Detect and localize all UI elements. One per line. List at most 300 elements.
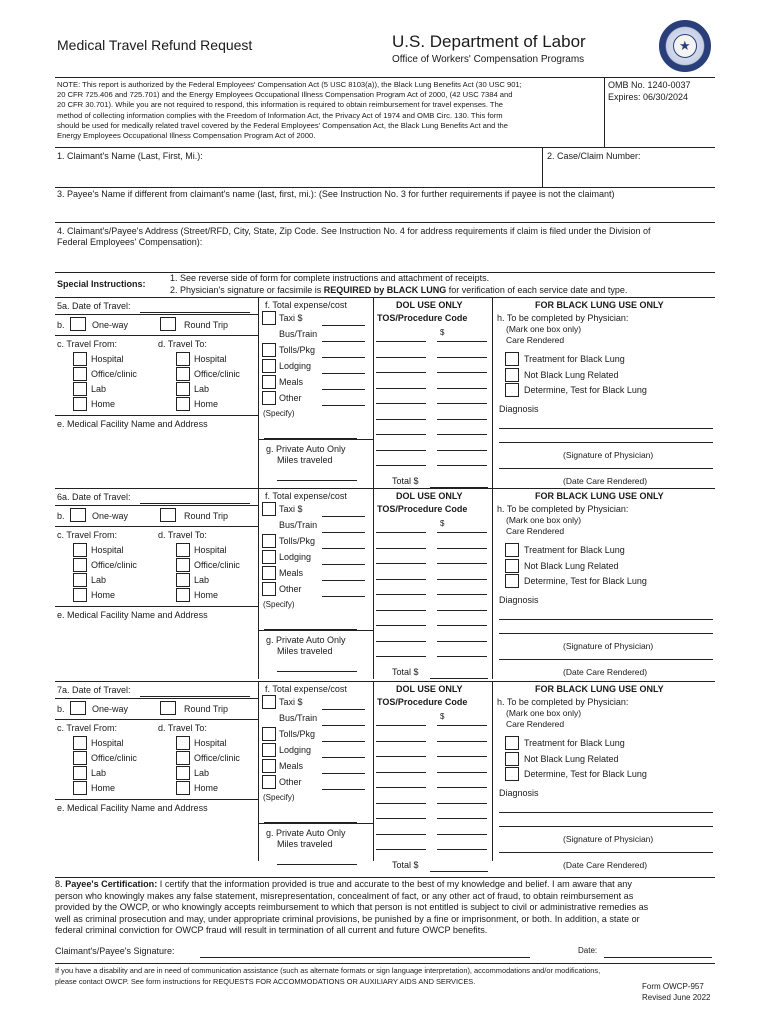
expense-amount-field[interactable] [322,314,365,326]
specify-label: (Specify) [263,600,295,609]
dol-amount-field[interactable] [437,583,487,595]
tos-code-field[interactable] [376,521,426,533]
dol-amount-field[interactable] [437,599,487,611]
expense-other-checkbox[interactable] [262,775,276,789]
black-lung-option-1-checkbox[interactable] [505,559,519,573]
miles-traveled-label: Miles traveled [277,839,333,849]
travel-to-option: Home [194,399,219,409]
expense-meals-checkbox[interactable] [262,566,276,580]
travel-from-label: c. Travel From: [57,723,118,733]
medical-facility-label: e. Medical Facility Name and Address [57,610,208,620]
claimant-signature-field[interactable] [200,946,530,958]
expense-amount-field[interactable] [322,537,365,549]
travel-to-label: d. Travel To: [158,339,207,349]
medical-facility-field[interactable] [57,817,255,865]
certification-line: federal criminal conviction for OWCP fraud will result in termination of all current and future OWCP benefits. [55,925,488,935]
physician-signature-field[interactable] [499,841,713,853]
expense-taxi-checkbox[interactable] [262,311,276,325]
black-lung-option-1-checkbox[interactable] [505,368,519,382]
expense-amount-field[interactable] [322,698,365,710]
black-lung-option-label: Treatment for Black Lung [524,738,625,748]
travel-to-home-checkbox[interactable] [176,588,190,602]
travel-to-option: Office/clinic [194,560,240,570]
expense-meals-checkbox[interactable] [262,375,276,389]
travel-from-lab-checkbox[interactable] [73,382,87,396]
travel-from-lab-checkbox[interactable] [73,573,87,587]
dol-use-only-label: DOL USE ONLY [396,491,463,501]
travel-to-lab-checkbox[interactable] [176,382,190,396]
travel-to-option: Office/clinic [194,753,240,763]
dol-amount-field[interactable] [437,346,487,358]
travel-from-home-checkbox[interactable] [73,397,87,411]
diagnosis-field-1[interactable] [499,801,713,813]
travel-to-option: Hospital [194,354,227,364]
claimant-name-field[interactable] [57,164,537,184]
accommodation-notice-line2: please contact OWCP. See form instructions for REQUESTS FOR ACCOMMODATIONS OR AUXILIARY AIDS AND SERVICES. [55,977,476,986]
travel-from-office-clinic-checkbox[interactable] [73,367,87,381]
note-line: 20 CFR 725.406 and 725.701) and the Energy Employees Occupational Illness Compensation Program Act of 2000, (42 USC 7384 and [57,90,513,100]
other-specify-field[interactable] [264,427,357,439]
signature-date-label: Date: [578,946,598,955]
travel-from-option: Lab [91,384,107,394]
travel-from-hospital-checkbox[interactable] [73,352,87,366]
expense-amount-field[interactable] [322,746,365,758]
dol-amount-field[interactable] [437,330,487,342]
black-lung-use-only-label: FOR BLACK LUNG USE ONLY [535,491,664,501]
travel-to-hospital-checkbox[interactable] [176,543,190,557]
physician-signature-field[interactable] [499,457,713,469]
expense-lodging-checkbox[interactable] [262,743,276,757]
total-amount-field[interactable] [430,476,488,488]
travel-to-option: Lab [194,384,210,394]
expense-amount-field[interactable] [322,730,365,742]
diagnosis-field-2[interactable] [499,431,713,443]
dollar-sign: $ [440,712,445,721]
expense-label: Tolls/Pkg [279,345,316,355]
black-lung-use-only-label: FOR BLACK LUNG USE ONLY [535,684,664,694]
case-number-label: 2. Case/Claim Number: [547,151,641,161]
expiration-date: Expires: 06/30/2024 [608,92,689,102]
travel-to-lab-checkbox[interactable] [176,766,190,780]
black-lung-option-label: Determine, Test for Black Lung [524,769,647,779]
dol-amount-field[interactable] [437,537,487,549]
travel-from-option: Home [91,399,116,409]
expense-label: Other [279,393,302,403]
expense-amount-field[interactable] [322,714,365,726]
miles-traveled-field[interactable] [277,853,357,865]
travel-to-hospital-checkbox[interactable] [176,352,190,366]
expense-tollspkg-checkbox[interactable] [262,343,276,357]
expense-tollspkg-checkbox[interactable] [262,534,276,548]
certification-line: person who knowingly makes any false statement, misrepresentation, concealment of fact, or any other act of fraud, to obtain reimbursement as [55,890,634,901]
travel-from-option: Lab [91,768,107,778]
dol-amount-field[interactable] [437,792,487,804]
address-label-line1: 4. Claimant's/Payee's Address (Street/RFD, City, State, Zip Code. See Instruction No. 4 for address requirements if claim is filed under the Division of [57,226,651,236]
expense-amount-field[interactable] [322,394,365,406]
expense-amount-field[interactable] [322,505,365,517]
physician-section-label: h. To be completed by Physician: [497,697,629,707]
dol-use-only-label: DOL USE ONLY [396,300,463,310]
diagnosis-label: Diagnosis [499,595,539,605]
travel-from-home-checkbox[interactable] [73,588,87,602]
black-lung-option-label: Treatment for Black Lung [524,354,625,364]
dol-amount-field[interactable] [437,745,487,757]
round-trip-checkbox[interactable] [160,508,176,522]
expense-label: Lodging [279,361,312,371]
dol-amount-field[interactable] [437,377,487,389]
expense-label: Meals [279,761,304,771]
travel-from-option: Hospital [91,354,124,364]
expense-label: Lodging [279,745,312,755]
form-number: Form OWCP-957 [642,982,704,991]
travel-from-hospital-checkbox[interactable] [73,543,87,557]
physician-signature-label: (Signature of Physician) [563,450,654,460]
special-instructions-label: Special Instructions: [57,279,146,289]
dol-amount-field[interactable] [437,423,487,435]
travel-to-office-clinic-checkbox[interactable] [176,367,190,381]
tos-code-field[interactable] [376,792,426,804]
tos-code-field[interactable] [376,537,426,549]
tos-procedure-code-label: TOS/Procedure Code [377,504,468,514]
dollar-sign: $ [440,519,445,528]
tos-code-field[interactable] [376,330,426,342]
tos-code-field[interactable] [376,838,426,850]
miles-traveled-field[interactable] [277,469,357,481]
travel-to-option: Hospital [194,738,227,748]
note-line: 20 CFR 30.701). While you are not required to respond, this information is required to obtain reimbursement for travel expenses. The [57,100,504,110]
total-expense-label: f. Total expense/cost [265,684,347,694]
expense-meals-checkbox[interactable] [262,759,276,773]
specify-label: (Specify) [263,793,295,802]
travel-from-option: Office/clinic [91,369,137,379]
expense-amount-field[interactable] [322,330,365,342]
physician-signature-field[interactable] [499,648,713,660]
trip-type-label: b. [57,511,65,521]
dol-amount-field[interactable] [437,521,487,533]
physician-signature-label: (Signature of Physician) [563,834,654,844]
expense-label: Taxi $ [279,697,303,707]
special-instruction-2: 2. Physician's signature or facsimile is REQUIRED by BLACK LUNG for verification of each service date and type. [170,285,628,295]
mark-one-box-label: (Mark one box only) [506,515,582,525]
care-rendered-label: Care Rendered [506,335,565,345]
tos-code-field[interactable] [376,745,426,757]
tos-code-field[interactable] [376,823,426,835]
travel-to-office-clinic-checkbox[interactable] [176,558,190,572]
tos-code-field[interactable] [376,552,426,564]
travel-to-option: Lab [194,575,210,585]
date-care-rendered-label: (Date Care Rendered) [563,476,648,486]
private-auto-label: g. Private Auto Only [266,828,346,838]
expense-lodging-checkbox[interactable] [262,359,276,373]
tos-code-field[interactable] [376,439,426,451]
one-way-checkbox[interactable] [70,317,86,331]
department-of-labor-seal-icon: ★ [659,20,711,72]
travel-from-home-checkbox[interactable] [73,781,87,795]
certification-line: provided by the OWCP, or who knowingly accepts reimbursement to which that person is not entitled is subject to civil or administrative remedies as [55,902,649,912]
travel-from-option: Lab [91,575,107,585]
expense-label: Other [279,584,302,594]
expense-taxi-checkbox[interactable] [262,502,276,516]
one-way-checkbox[interactable] [70,701,86,715]
dol-amount-field[interactable] [437,392,487,404]
dol-amount-field[interactable] [437,630,487,642]
travel-to-option: Lab [194,768,210,778]
care-rendered-label: Care Rendered [506,526,565,536]
total-amount-field[interactable] [430,667,488,679]
dol-amount-field[interactable] [437,714,487,726]
payee-certification [55,879,715,937]
black-lung-option-label: Determine, Test for Black Lung [524,385,647,395]
physician-section-label: h. To be completed by Physician: [497,504,629,514]
dol-amount-field[interactable] [437,823,487,835]
medical-facility-field[interactable] [57,624,255,672]
diagnosis-field-2[interactable] [499,622,713,634]
diagnosis-field-1[interactable] [499,417,713,429]
tos-code-field[interactable] [376,645,426,657]
expense-tollspkg-checkbox[interactable] [262,727,276,741]
dol-amount-field[interactable] [437,454,487,466]
travel-from-option: Hospital [91,545,124,555]
round-trip-label: Round Trip [184,320,229,330]
diagnosis-label: Diagnosis [499,404,539,414]
expense-label: Bus/Train [279,520,318,530]
case-number-field[interactable] [547,164,712,184]
trip-type-label: b. [57,704,65,714]
date-of-travel-field[interactable] [140,492,250,504]
diagnosis-field-1[interactable] [499,608,713,620]
note-line: NOTE: This report is authorized by the Federal Employees' Compensation Act (5 USC 8103(a)), the Black Lung Benefits Act (30 USC 901; [57,80,522,89]
tos-procedure-code-label: TOS/Procedure Code [377,313,468,323]
travel-from-office-clinic-checkbox[interactable] [73,558,87,572]
travel-to-lab-checkbox[interactable] [176,573,190,587]
travel-to-label: d. Travel To: [158,530,207,540]
black-lung-option-label: Treatment for Black Lung [524,545,625,555]
total-expense-label: f. Total expense/cost [265,300,347,310]
note-line: Energy Employees Occupational Illness Compensation Program Act of 2000. [57,131,316,141]
signature-label: Claimant's/Payee's Signature: [55,946,175,956]
dol-amount-field[interactable] [437,776,487,788]
tos-code-field[interactable] [376,454,426,466]
physician-section-label: h. To be completed by Physician: [497,313,629,323]
form-title: Medical Travel Refund Request [57,37,253,53]
tos-code-field[interactable] [376,361,426,373]
expense-lodging-checkbox[interactable] [262,550,276,564]
black-lung-option-0-checkbox[interactable] [505,543,519,557]
total-label: Total $ [392,476,419,486]
dol-amount-field[interactable] [437,645,487,657]
expense-label: Tolls/Pkg [279,729,316,739]
other-specify-field[interactable] [264,618,357,630]
dol-amount-field[interactable] [437,568,487,580]
expense-label: Meals [279,568,304,578]
expense-label: Bus/Train [279,329,318,339]
total-amount-field[interactable] [430,860,488,872]
private-auto-label: g. Private Auto Only [266,635,346,645]
expense-amount-field[interactable] [322,569,365,581]
tos-code-field[interactable] [376,630,426,642]
private-auto-label: g. Private Auto Only [266,444,346,454]
expense-amount-field[interactable] [322,553,365,565]
one-way-label: One-way [92,511,129,521]
one-way-checkbox[interactable] [70,508,86,522]
tos-code-field[interactable] [376,776,426,788]
certification-line: well as criminal prosecution and may, under appropriate criminal provisions, be punished by a fine or imprisonment, or both. In addition, a state or [55,913,640,924]
dol-amount-field[interactable] [437,761,487,773]
dol-amount-field[interactable] [437,361,487,373]
dol-amount-field[interactable] [437,730,487,742]
black-lung-option-1-checkbox[interactable] [505,752,519,766]
tos-code-field[interactable] [376,730,426,742]
travel-from-hospital-checkbox[interactable] [73,736,87,750]
travel-to-home-checkbox[interactable] [176,397,190,411]
expense-other-checkbox[interactable] [262,391,276,405]
date-of-travel-label: 5a. Date of Travel: [57,301,131,311]
black-lung-option-label: Determine, Test for Black Lung [524,576,647,586]
travel-to-home-checkbox[interactable] [176,781,190,795]
expense-amount-field[interactable] [322,521,365,533]
round-trip-checkbox[interactable] [160,701,176,715]
travel-from-option: Home [91,783,116,793]
claimant-name-label: 1. Claimant's Name (Last, First, Mi.): [57,151,203,161]
medical-facility-label: e. Medical Facility Name and Address [57,803,208,813]
tos-code-field[interactable] [376,807,426,819]
total-label: Total $ [392,860,419,870]
tos-code-field[interactable] [376,599,426,611]
expense-label: Meals [279,377,304,387]
diagnosis-label: Diagnosis [499,788,539,798]
tos-procedure-code-label: TOS/Procedure Code [377,697,468,707]
miles-traveled-field[interactable] [277,660,357,672]
black-lung-option-label: Not Black Lung Related [524,369,619,380]
expense-label: Taxi $ [279,504,303,514]
accommodation-notice-line1: If you have a disability and are in need of communication assistance (such as alternate formats or sign language interpretation), accommodations and/or modifications, [55,966,601,975]
travel-from-option: Office/clinic [91,560,137,570]
total-label: Total $ [392,667,419,677]
travel-to-option: Home [194,783,219,793]
one-way-label: One-way [92,704,129,714]
dol-amount-field[interactable] [437,408,487,420]
dollar-sign: $ [440,328,445,337]
signature-date-field[interactable] [604,946,712,958]
payee-name-field[interactable] [57,201,712,219]
black-lung-option-label: Not Black Lung Related [524,753,619,764]
care-rendered-label: Care Rendered [506,719,565,729]
travel-from-lab-checkbox[interactable] [73,766,87,780]
round-trip-checkbox[interactable] [160,317,176,331]
expense-taxi-checkbox[interactable] [262,695,276,709]
travel-from-option: Office/clinic [91,753,137,763]
expense-label: Other [279,777,302,787]
expense-label: Taxi $ [279,313,303,323]
date-care-rendered-label: (Date Care Rendered) [563,667,648,677]
note-line: should be used for medically related travel covered by the Federal Employees' Compensation Act, the Black Lung Benefits Act and the [57,120,509,130]
expense-amount-field[interactable] [322,378,365,390]
expense-label: Lodging [279,552,312,562]
mark-one-box-label: (Mark one box only) [506,708,582,718]
round-trip-label: Round Trip [184,704,229,714]
tos-code-field[interactable] [376,377,426,389]
diagnosis-field-2[interactable] [499,815,713,827]
dol-amount-field[interactable] [437,838,487,850]
tos-code-field[interactable] [376,761,426,773]
date-care-rendered-label: (Date Care Rendered) [563,860,648,870]
tos-code-field[interactable] [376,614,426,626]
round-trip-label: Round Trip [184,511,229,521]
expense-amount-field[interactable] [322,762,365,774]
expense-amount-field[interactable] [322,362,365,374]
dol-amount-field[interactable] [437,439,487,451]
travel-from-office-clinic-checkbox[interactable] [73,751,87,765]
expense-amount-field[interactable] [322,778,365,790]
certification-line: 8. Payee's Certification: I certify that the information provided is true and accurate to the best of my knowledge and belief. I am aware that any [55,879,632,889]
dol-amount-field[interactable] [437,807,487,819]
black-lung-option-2-checkbox[interactable] [505,574,519,588]
tos-code-field[interactable] [376,346,426,358]
date-of-travel-label: 6a. Date of Travel: [57,492,131,502]
black-lung-option-0-checkbox[interactable] [505,736,519,750]
address-label-line2: Federal Employees' Compensation): [57,237,203,247]
specify-label: (Specify) [263,409,295,418]
physician-signature-label: (Signature of Physician) [563,641,654,651]
expense-amount-field[interactable] [322,346,365,358]
travel-from-option: Home [91,590,116,600]
note-line: method of collecting information complies with the Freedom of Information Act, the Privacy Act of 1974 and OMB Circ. 130. This form [57,110,503,120]
expense-amount-field[interactable] [322,585,365,597]
department-name: U.S. Department of Labor [392,32,586,51]
date-of-travel-field[interactable] [140,685,250,697]
travel-from-label: c. Travel From: [57,530,118,540]
travel-to-hospital-checkbox[interactable] [176,736,190,750]
dol-amount-field[interactable] [437,552,487,564]
tos-code-field[interactable] [376,392,426,404]
black-lung-option-2-checkbox[interactable] [505,383,519,397]
tos-code-field[interactable] [376,568,426,580]
expense-other-checkbox[interactable] [262,582,276,596]
other-specify-field[interactable] [264,811,357,823]
expense-label: Bus/Train [279,713,318,723]
total-expense-label: f. Total expense/cost [265,491,347,501]
travel-to-option: Home [194,590,219,600]
omb-number: OMB No. 1240-0037 [608,80,691,90]
one-way-label: One-way [92,320,129,330]
tos-code-field[interactable] [376,583,426,595]
black-lung-option-label: Not Black Lung Related [524,560,619,571]
black-lung-option-0-checkbox[interactable] [505,352,519,366]
miles-traveled-label: Miles traveled [277,646,333,656]
dol-amount-field[interactable] [437,614,487,626]
special-instruction-1: 1. See reverse side of form for complete instructions and attachment of receipts. [170,273,490,283]
travel-to-option: Office/clinic [194,369,240,379]
tos-code-field[interactable] [376,408,426,420]
mark-one-box-label: (Mark one box only) [506,324,582,334]
black-lung-use-only-label: FOR BLACK LUNG USE ONLY [535,300,664,310]
address-field[interactable] [57,249,712,269]
travel-to-label: d. Travel To: [158,723,207,733]
date-of-travel-field[interactable] [140,301,250,313]
expense-label: Tolls/Pkg [279,536,316,546]
date-of-travel-label: 7a. Date of Travel: [57,685,131,695]
travel-to-office-clinic-checkbox[interactable] [176,751,190,765]
medical-facility-field[interactable] [57,433,255,481]
trip-type-label: b. [57,320,65,330]
travel-to-option: Hospital [194,545,227,555]
tos-code-field[interactable] [376,714,426,726]
tos-code-field[interactable] [376,423,426,435]
travel-from-label: c. Travel From: [57,339,118,349]
form-revision: Revised June 2022 [642,993,711,1002]
payee-name-label: 3. Payee's Name if different from claimant's name (last, first, mi.): (See Instruction No. 3 for further requirements if payee is not the claimant) [57,189,615,199]
black-lung-option-2-checkbox[interactable] [505,767,519,781]
